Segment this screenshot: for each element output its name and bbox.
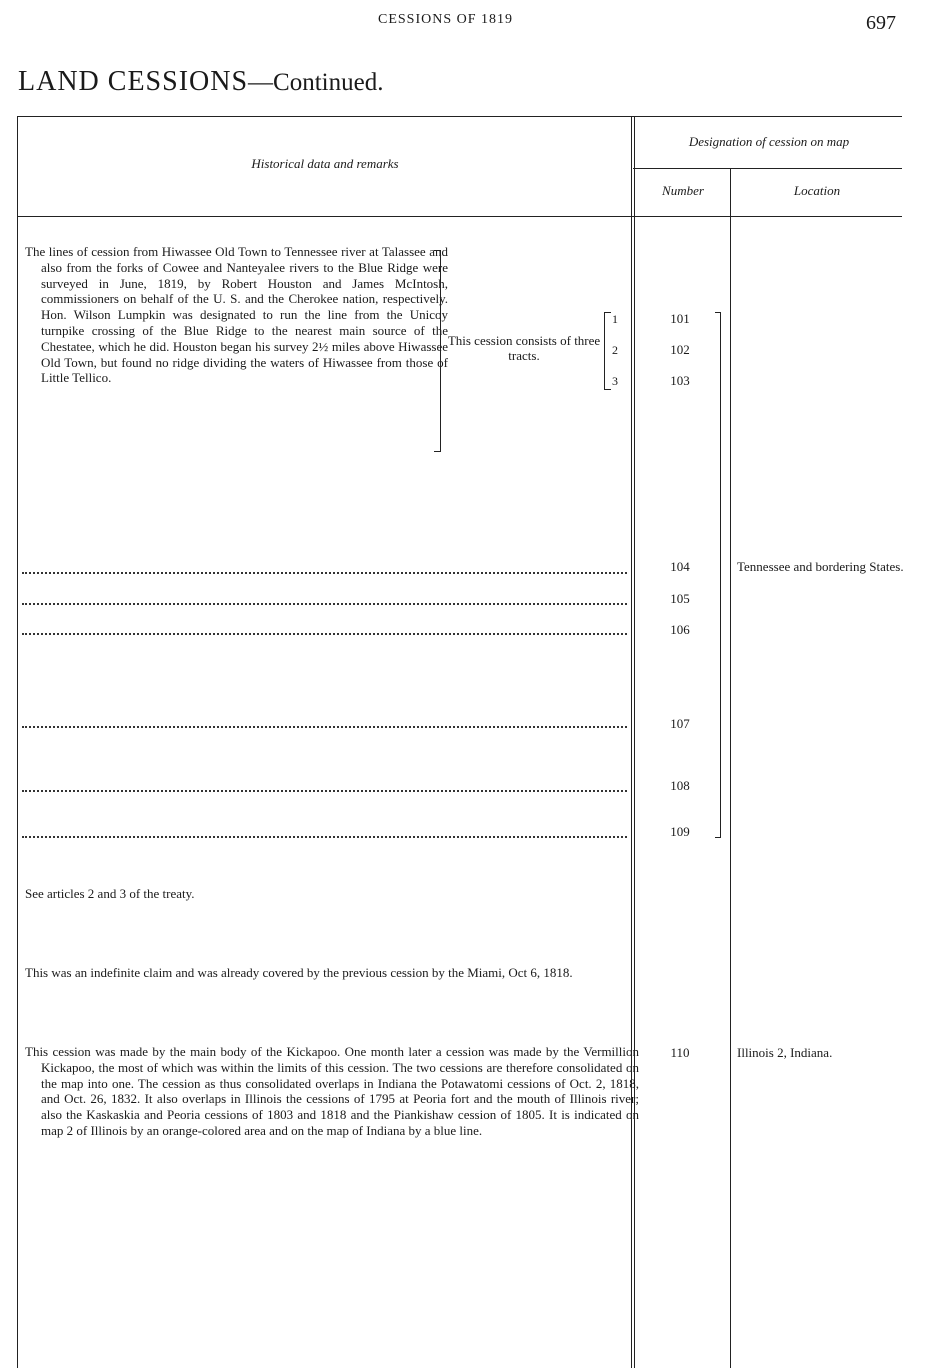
table-top-rule <box>17 116 902 117</box>
column-rule-remarks <box>631 116 632 1368</box>
leader-row <box>22 836 627 838</box>
note-articles: See articles 2 and 3 of the treaty. <box>25 886 195 901</box>
header-location: Location <box>793 183 841 198</box>
column-rule-remarks-inner <box>634 116 635 1368</box>
location-kickapoo: Illinois 2, Indiana. <box>737 1045 833 1060</box>
cession-number: 109 <box>670 824 690 839</box>
designation-rule <box>633 168 902 169</box>
column-rule-number <box>730 168 731 1368</box>
leader-row <box>22 633 627 635</box>
numbers-brace <box>715 312 721 838</box>
cession-number: 110 <box>670 1045 690 1060</box>
header-remarks: Historical data and remarks <box>251 156 399 171</box>
leader-row <box>22 572 627 574</box>
cession-number: 105 <box>670 591 690 606</box>
cession-number: 104 <box>670 559 690 574</box>
location-group: Tennessee and bordering States. <box>737 559 904 574</box>
entry-brace <box>434 250 441 452</box>
tract-label: 3 <box>612 374 618 388</box>
running-head: CESSIONS OF 1819 <box>378 12 514 27</box>
page-title <box>18 66 383 98</box>
cession-number: 103 <box>670 373 690 388</box>
leader-row <box>22 726 627 728</box>
cession-number: 108 <box>670 778 690 793</box>
note-indefinite-claim: This was an indefinite claim and was already covered by the previous cession by the Miami, Oct 6, 1818. <box>25 965 573 980</box>
tracts-brace <box>604 312 611 390</box>
leader-row <box>22 603 627 605</box>
cession-number: 106 <box>670 622 690 637</box>
header-designation: Designation of cession on map <box>688 134 850 149</box>
title-main: LAND CESSIONS <box>18 66 249 97</box>
leader-row <box>22 790 627 792</box>
table-left-rule <box>17 116 18 1368</box>
cession-number: 102 <box>670 342 690 357</box>
tract-label: 1 <box>612 312 618 326</box>
entry-kickapoo: This cession was made by the main body of the Kickapoo. One month later a cession was made by the Vermillion Kickapoo, the most of which was within the limits of this cession. The two cessions are therefore consolidated on the map into one. The cession as thus consolidated overlaps in Indiana the Potawatomi cessions of Oct. 2, 1818, and Oct. 26, 1832. It also overlaps in Illinois the cessions of 1795 at Peoria fort and the mouth of Illinois river; also the Kaskaskia and Peoria cessions of 1803 and 1818 and the Piankishaw cession of 1805. It is indicated on map 2 of Illinois by an orange-colored area and on the map of Indiana by a blue line. <box>25 1044 639 1138</box>
cession-number: 107 <box>670 716 690 731</box>
header-bottom-rule <box>17 216 902 217</box>
entry-cherokee-survey: The lines of cession from Hiwassee Old Town to Tennessee river at Talassee and also from the forks of Cowee and Nanteyalee rivers to the Blue Ridge were surveyed in June, 1819, by Robert Houston and James McIntosh, commissioners on behalf of the U. S. and the Cherokee nation, respectively. Hon. Wilson Lumpkin was designated to run the line from the Unicoy turnpike crossing of the Blue Ridge to the nearest main source of the Chestatee, which he did. Houston began his survey 2½ miles above Hiwassee Old Town, but found no ridge dividing the waters of Hiwassee from those of Little Tellico. <box>25 244 448 386</box>
cession-number: 101 <box>670 311 690 326</box>
tract-label: 2 <box>612 343 618 357</box>
page-number: 697 <box>866 12 896 34</box>
title-continued: —Continued. <box>248 69 384 96</box>
header-number: Number <box>662 183 704 198</box>
tracts-note: This cession consists of three tracts. <box>447 333 601 363</box>
